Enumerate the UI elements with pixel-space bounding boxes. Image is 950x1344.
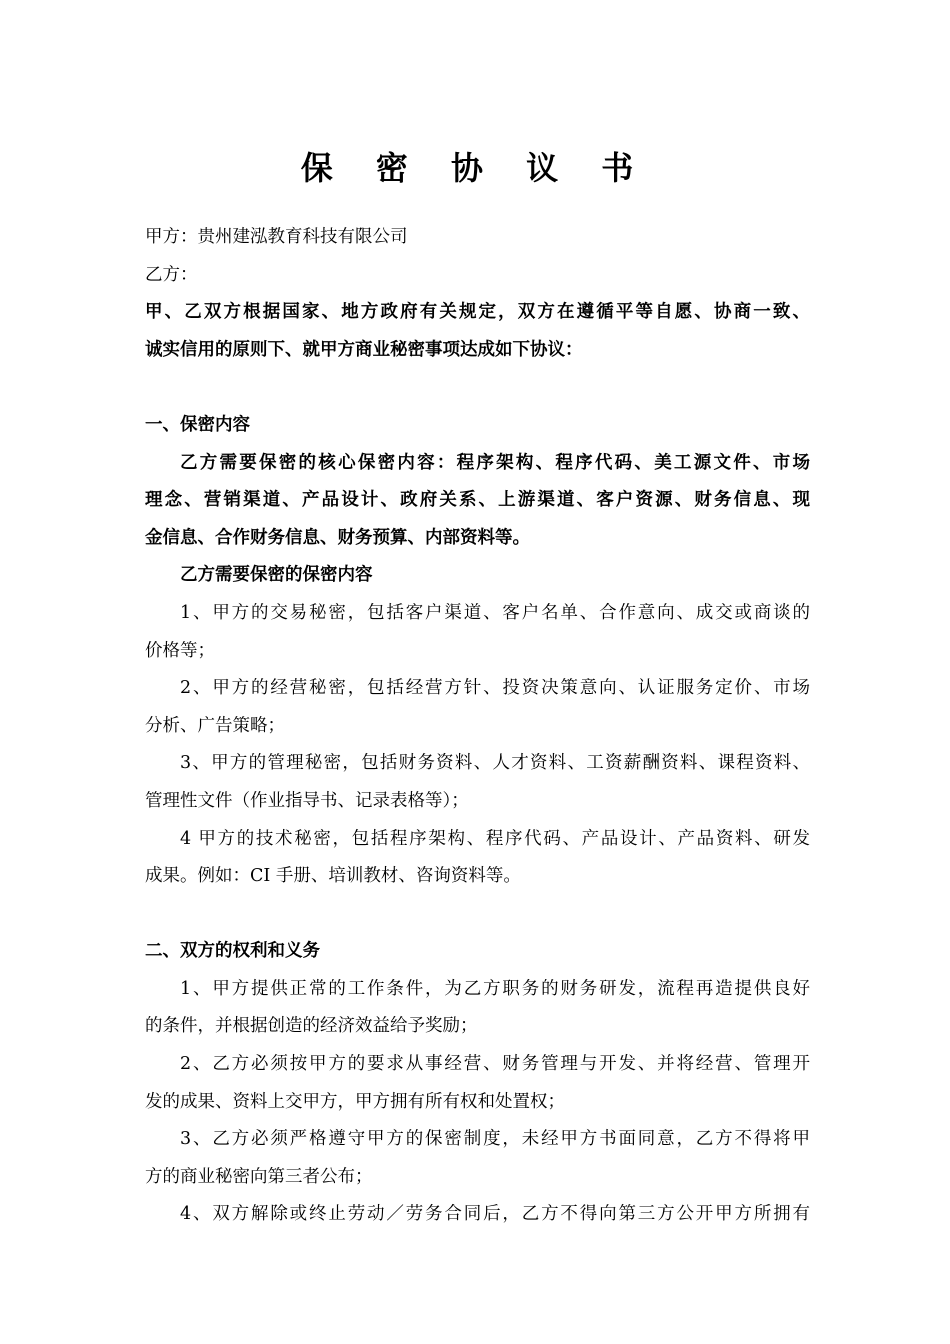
clause-line: 管理性文件（作业指导书、记录表格等）； bbox=[145, 790, 469, 811]
clause-line: 价格等； bbox=[145, 640, 215, 661]
spacer bbox=[145, 369, 810, 407]
party-b-line: 乙方： bbox=[145, 264, 198, 285]
core-content-line: 理念、营销渠道、产品设计、政府关系、上游渠道、客户资源、财务信息、现 bbox=[145, 490, 810, 511]
clause-line: 1、甲方提供正常的工作条件，为乙方职务的财务研发，流程再造提供良好 bbox=[180, 978, 810, 999]
core-content-line: 乙方需要保密的核心保密内容：程序架构、程序代码、美工源文件、市场 bbox=[180, 452, 810, 473]
party-a-line: 甲方：贵州建泓教育科技有限公司 bbox=[145, 227, 408, 247]
document-body bbox=[145, 219, 810, 1234]
clause-line: 1、甲方的交易秘密，包括客户渠道、客户名单、合作意向、成交或商谈的 bbox=[180, 602, 810, 623]
clause-line: 3、甲方的管理秘密，包括财务资料、人才资料、工资薪酬资料、课程资料、 bbox=[180, 753, 810, 774]
clause-line: 4 甲方的技术秘密，包括程序架构、程序代码、产品设计、产品资料、研发 bbox=[180, 828, 810, 849]
core-content-line: 金信息、合作财务信息、财务预算、内部资料等。 bbox=[145, 527, 530, 548]
document-title: 保 密 协 议 书 bbox=[300, 149, 650, 187]
clause-line: 分析、广告策略； bbox=[145, 715, 285, 736]
spacer bbox=[145, 896, 810, 934]
clause-line: 2、甲方的经营秘密，包括经营方针、投资决策意向、认证服务定价、市场 bbox=[180, 678, 810, 699]
section-heading: 一、保密内容 bbox=[145, 414, 250, 435]
clause-line: 成果。例如：CI 手册、培训教材、咨询资料等。 bbox=[145, 866, 521, 887]
clause-line: 方的商业秘密向第三者公布； bbox=[145, 1166, 373, 1187]
clause-line: 的条件，并根据创造的经济效益给予奖励； bbox=[145, 1016, 478, 1037]
clause-line: 3、乙方必须严格遵守甲方的保密制度，未经甲方书面同意，乙方不得将甲 bbox=[180, 1129, 810, 1150]
clause-line: 4、双方解除或终止劳动／劳务合同后，乙方不得向第三方公开甲方所拥有 bbox=[180, 1204, 810, 1225]
preamble-line: 甲、乙双方根据国家、地方政府有关规定，双方在遵循平等自愿、协商一致、 bbox=[145, 302, 810, 323]
sub-heading: 乙方需要保密的保密内容 bbox=[180, 565, 373, 586]
section-heading: 二、双方的权利和义务 bbox=[145, 941, 320, 962]
clause-line: 2、乙方必须按甲方的要求从事经营、财务管理与开发、并将经营、管理开 bbox=[180, 1054, 810, 1075]
clause-line: 发的成果、资料上交甲方，甲方拥有所有权和处置权； bbox=[145, 1091, 565, 1112]
preamble-line: 诚实信用的原则下、就甲方商业秘密事项达成如下协议： bbox=[145, 339, 583, 360]
